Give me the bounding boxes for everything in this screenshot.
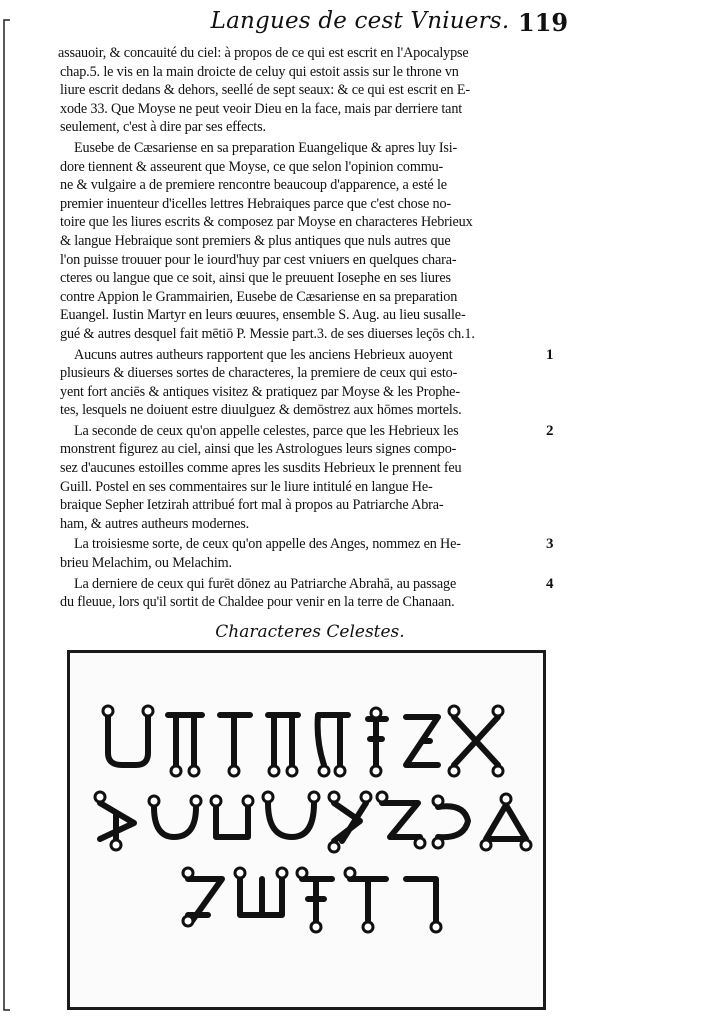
text-line: monstrent figurez au ciel, ainsi que les Astrologues leurs signes compo-	[60, 441, 457, 458]
text-line: chap.5. le vis en la main droicte de celuy qui estoit assis sur le throne vn	[60, 63, 459, 80]
text-line	[74, 575, 554, 594]
body-text	[58, 44, 554, 612]
text-line: toire que les liures escrits & composez par Moyse en characteres Hebrieux	[60, 214, 473, 231]
margin-number: 3	[546, 536, 554, 553]
text-line	[74, 346, 554, 365]
text-line: brieu Melachim, ou Melachim.	[60, 555, 232, 572]
text-line: tes, lesquels ne doiuent estre diuulguez & demōstrez aux hōmes mortels.	[60, 402, 462, 419]
text-line: yent fort anciēs & antiques visitez & pratiquez par Moyse & les Prophe-	[60, 383, 460, 400]
margin-number: 1	[546, 346, 554, 363]
glyph-row-3	[188, 879, 436, 921]
text-line	[74, 535, 554, 554]
text-line: plusieurs & diuerses sortes de characteres, la premiere de ceux qui esto-	[60, 365, 458, 382]
text-line: cteres ou langue que ce soit, ainsi que le preuuent Iosephe en ses liures	[60, 270, 451, 287]
text-line: Euangel. Iustin Martyr en leurs œuures, ensemble S. Aug. au lieu susalle-	[60, 307, 466, 324]
text-line: contre Appion le Grammairien, Eusebe de Cæsariense en sa preparation	[60, 288, 458, 305]
text-line-content: La seconde de ceux qu'on appelle celestes, parce que les Hebrieux les	[74, 422, 459, 439]
text-line: dore tiennent & asseurent que Moyse, ce que selon l'opinion commu-	[60, 158, 444, 175]
text-line-content: La troisiesme sorte, de ceux qu'on appelle des Anges, nommez en He-	[74, 536, 461, 553]
text-line: braique Sepher Ietzirah attribué fort mal à propos au Patriarche Abra-	[60, 497, 444, 514]
text-line: ham, & autres autheurs modernes.	[60, 515, 250, 532]
margin-number: 2	[546, 422, 554, 439]
margin-number: 4	[546, 575, 554, 592]
text-line: & langue Hebraique sont premiers & plus antiques que nuls autres que	[60, 232, 451, 249]
celestial-glyphs-illustration	[70, 653, 543, 1007]
text-line: l'on puisse trouuer pour le iourd'huy par cest vniuers en quelques chara-	[60, 251, 457, 268]
page-edge-bracket	[0, 0, 12, 1029]
text-line: assauoir, & concauité du ciel: à propos de ce qui est escrit en l'Apocalypse	[58, 45, 469, 61]
text-line: xode 33. Que Moyse ne peut veoir Dieu en la face, mais par derriere tant	[60, 100, 463, 117]
text-line-content: Aucuns autres autheurs rapportent que les anciens Hebrieux auoyent	[74, 346, 453, 363]
text-line: du fleuue, lors qu'il sortit de Chaldee pour venir en la terre de Chanaan.	[60, 594, 455, 611]
text-line: seulement, c'est à dire par ses effects.	[60, 119, 266, 136]
text-line: sez d'aucunes estoilles comme apres les susdits Hebrieux le prennent feu	[60, 460, 462, 477]
text-line: ne & vulgaire a de premiere rencontre beaucoup d'apparence, a esté le	[60, 177, 447, 194]
page-number: 119	[518, 8, 569, 37]
text-line: liure escrit dedans & dehors, seellé de sept seaux: & ce qui est escrit en E-	[60, 82, 470, 99]
text-line: gué & autres desquel fait mētiō P. Messie part.3. de ses diuerses leçōs ch.1.	[60, 325, 475, 342]
text-line: Eusebe de Cæsariense en sa preparation Euangelique & apres luy Isi-	[74, 139, 458, 156]
text-line-content: La derniere de ceux qui furēt dōnez au Patriarche Abrahā, au passage	[74, 575, 457, 592]
glyph-row-1	[108, 715, 498, 765]
running-title: Langues de cest Vniuers.	[210, 8, 510, 34]
text-line: premier inuenteur d'icelles lettres Hebraiques parce que c'est chose no-	[60, 195, 451, 212]
celestial-characters-plate	[67, 650, 546, 1010]
plate-caption: Characteres Celestes.	[215, 622, 405, 642]
text-line: Guill. Postel en ses commentaires sur le liure intitulé en langue He-	[60, 478, 433, 495]
text-line	[74, 422, 554, 441]
glyph-row-2	[100, 803, 526, 841]
